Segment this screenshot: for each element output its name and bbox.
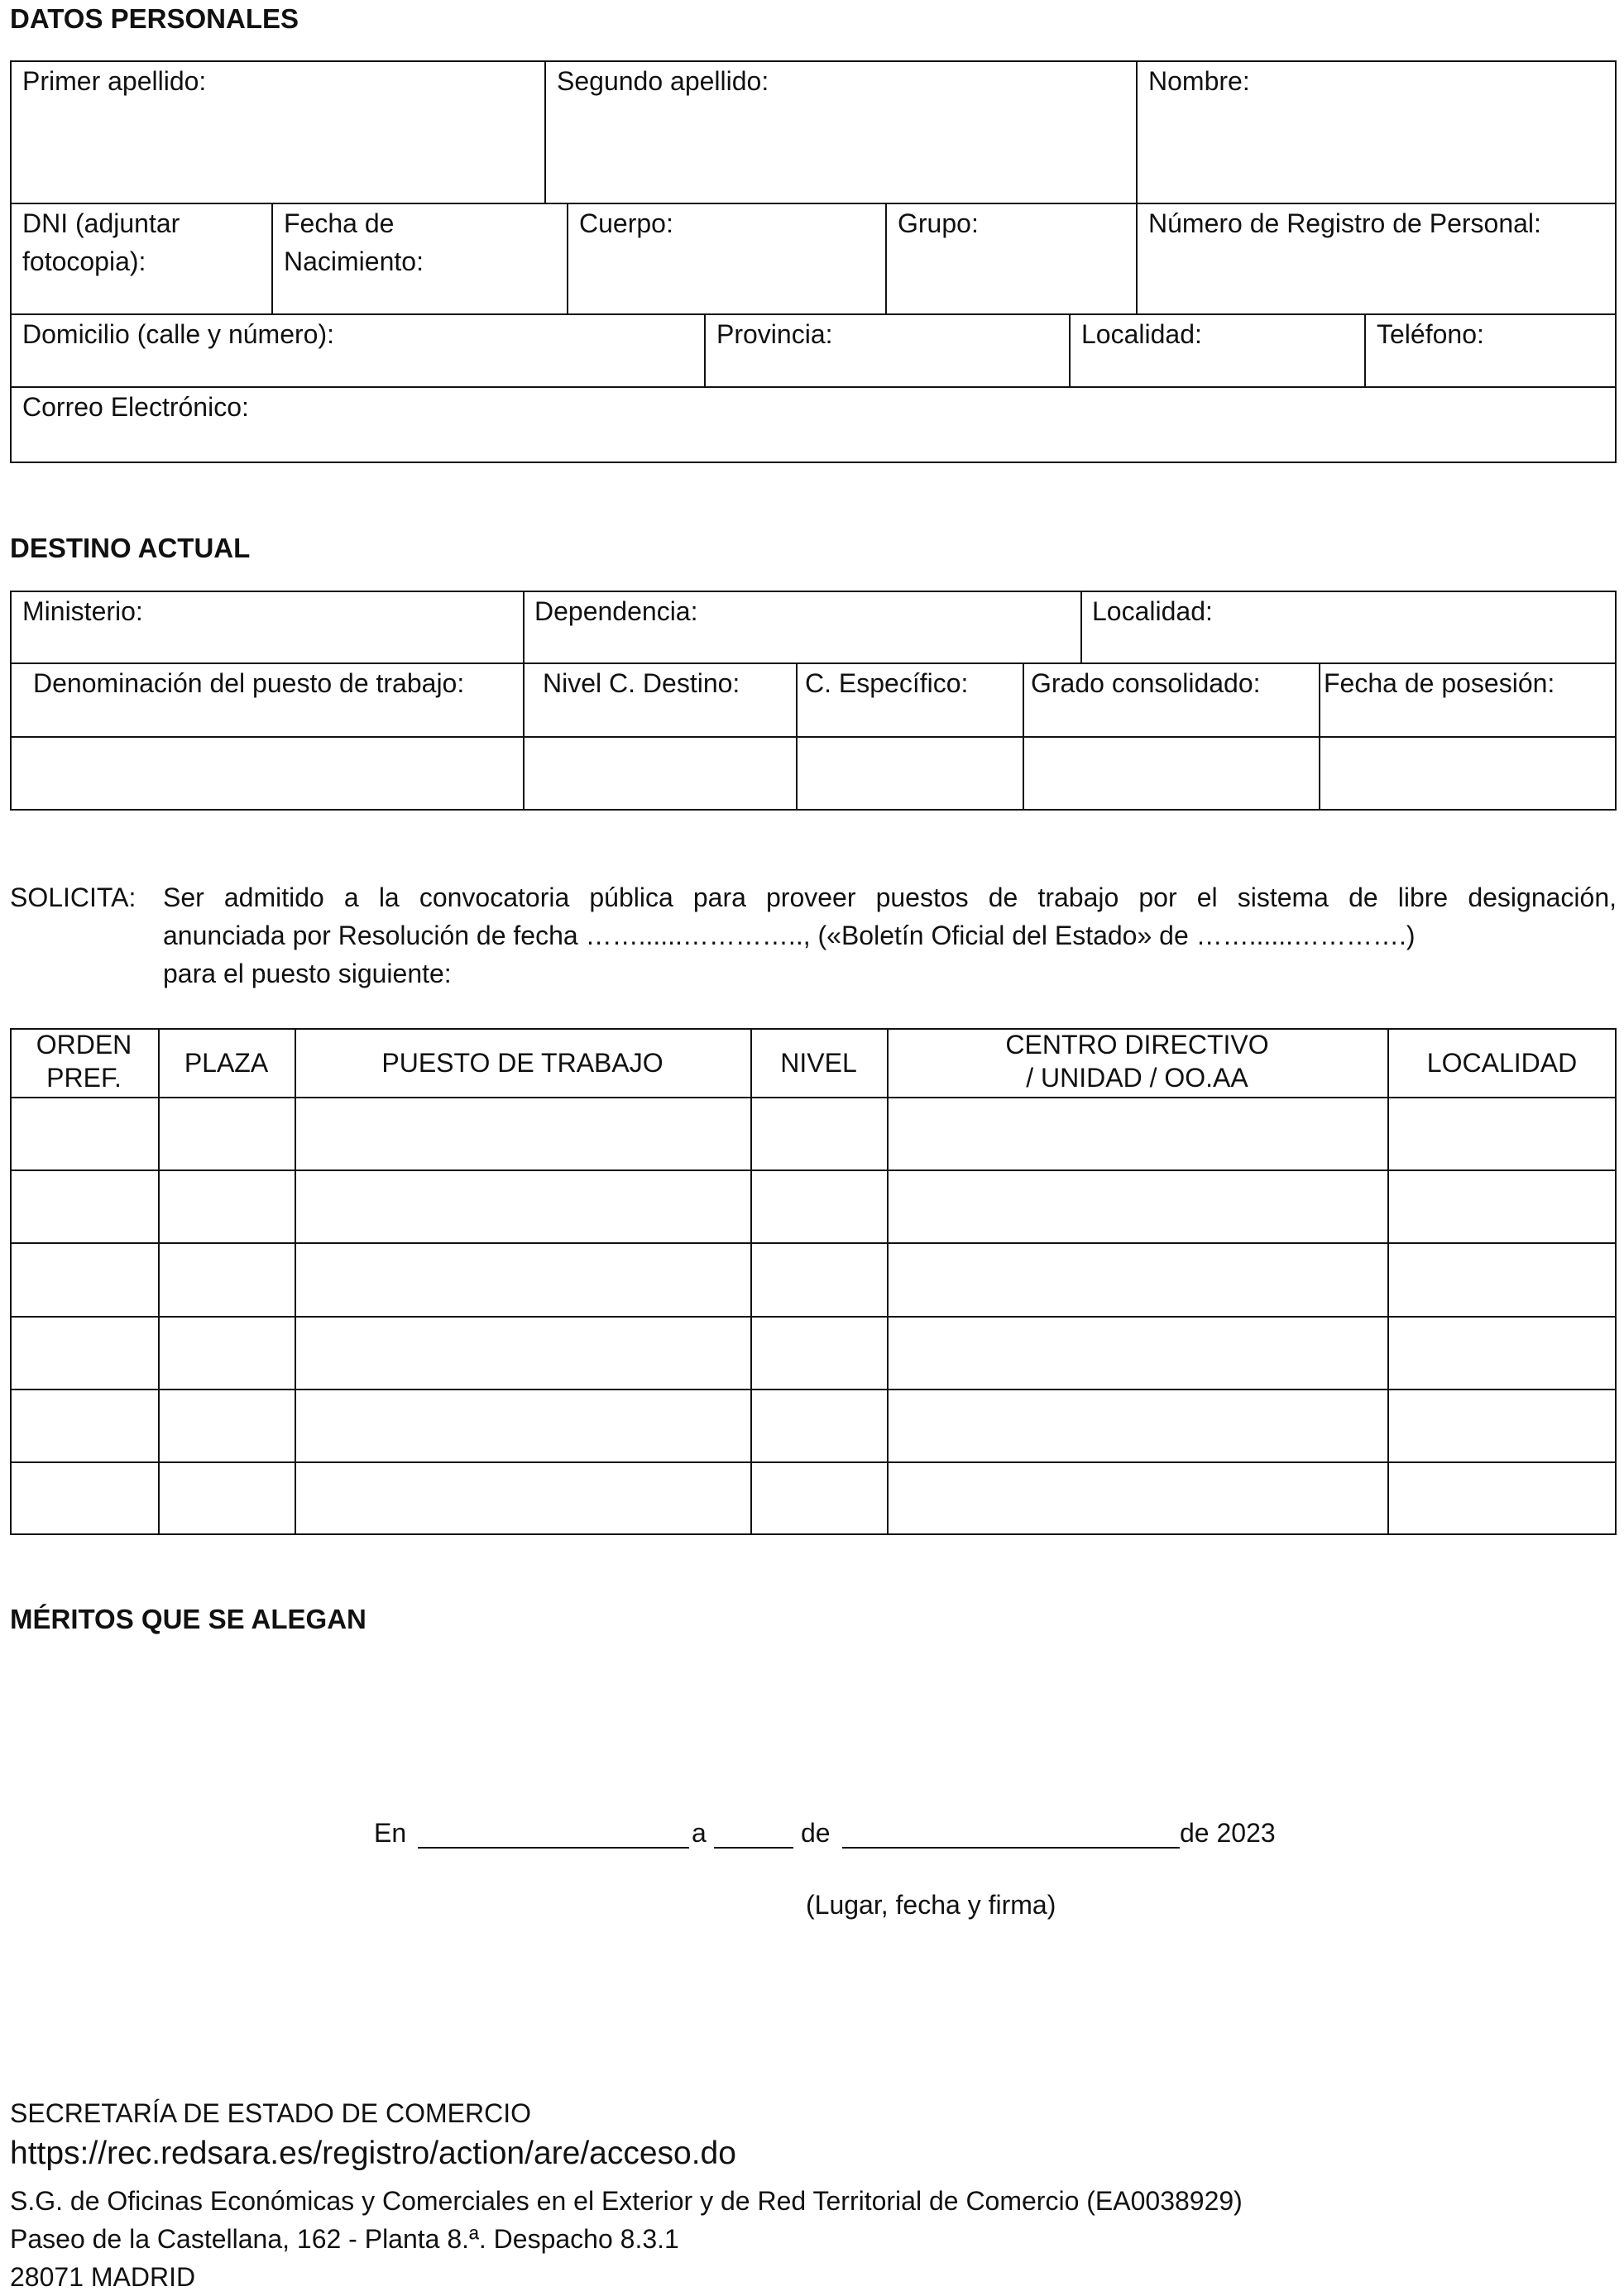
firma-year: de 2023 — [1180, 1818, 1276, 1848]
section-title-datos-personales: DATOS PERSONALES — [10, 3, 299, 34]
header-centro-line2: / UNIDAD / OO.AA — [1026, 1063, 1248, 1093]
grupo-label: Grupo: — [898, 208, 979, 238]
localidad-label: Localidad: — [1081, 319, 1202, 349]
header-nivel: NIVEL — [780, 1048, 857, 1078]
footer-direccion: Paseo de la Castellana, 162 - Planta 8.ª. Despacho 8.3.1 — [10, 2224, 679, 2254]
footer-secretaria: SECRETARÍA DE ESTADO DE COMERCIO — [10, 2098, 532, 2128]
ministerio-label: Ministerio: — [22, 596, 143, 626]
primer-apellido-field[interactable] — [22, 103, 534, 188]
domicilio-label: Domicilio (calle y número): — [22, 319, 334, 349]
correo-label: Correo Electrónico: — [22, 392, 249, 422]
header-orden-line2: PREF. — [46, 1063, 122, 1093]
section-title-destino-actual: DESTINO ACTUAL — [10, 533, 251, 563]
fecha-nacimiento-label-line1: Fecha de — [284, 208, 395, 238]
nivel-destino-label: Nivel C. Destino: — [543, 668, 740, 698]
fecha-nacimiento-label-line2: Nacimiento: — [284, 246, 424, 276]
telefono-label: Teléfono: — [1377, 319, 1484, 349]
especifico-label: C. Específico: — [805, 668, 969, 698]
header-plaza: PLAZA — [184, 1048, 269, 1078]
nombre-label: Nombre: — [1148, 66, 1250, 96]
firma-de: de — [801, 1818, 831, 1848]
footer-url-link[interactable]: https://rec.redsara.es/registro/action/are/acceso.do — [10, 2136, 736, 2171]
dependencia-label: Dependencia: — [534, 596, 698, 626]
footer-cp: 28071 MADRID — [10, 2262, 196, 2292]
primer-apellido-label: Primer apellido: — [22, 66, 207, 96]
firma-dia-line — [714, 1847, 793, 1849]
firma-mes-line — [842, 1847, 1180, 1849]
solicita-text-line3: para el puesto siguiente: — [163, 959, 452, 988]
nombre-field[interactable] — [1148, 103, 1607, 188]
header-orden-line1: ORDEN — [36, 1030, 132, 1060]
firma-a: a — [692, 1818, 707, 1848]
denominacion-label: Denominación del puesto de trabajo: — [33, 668, 465, 698]
localidad-destino-label: Localidad: — [1092, 596, 1213, 626]
nrp-label: Número de Registro de Personal: — [1148, 208, 1541, 238]
header-localidad: LOCALIDAD — [1426, 1048, 1578, 1078]
firma-lugar-line — [418, 1847, 689, 1849]
dni-label-line2: fotocopia): — [22, 246, 146, 276]
firma-en: En — [374, 1818, 407, 1848]
cuerpo-label: Cuerpo: — [579, 208, 673, 238]
grado-label: Grado consolidado: — [1031, 668, 1261, 698]
header-centro-line1: CENTRO DIRECTIVO — [1005, 1030, 1269, 1060]
posesion-label: Fecha de posesión: — [1324, 668, 1555, 698]
firma-caption: (Lugar, fecha y firma) — [806, 1890, 1056, 1920]
footer-subdireccion: S.G. de Oficinas Económicas y Comerciales en el Exterior y de Red Territorial de Comercio (EA0038929) — [10, 2186, 1243, 2216]
segundo-apellido-label: Segundo apellido: — [557, 66, 769, 96]
solicita-label: SOLICITA: — [10, 883, 137, 912]
segundo-apellido-field[interactable] — [557, 103, 1127, 188]
provincia-label: Provincia: — [716, 319, 833, 349]
solicita-text-line2: anunciada por Resolución de fecha ……......………….., («Boletín Oficial del Estado» de ……......………….) — [163, 921, 1416, 950]
dni-label-line1: DNI (adjuntar — [22, 208, 180, 238]
section-title-meritos: MÉRITOS QUE SE ALEGAN — [10, 1604, 366, 1634]
puestos-table — [10, 1028, 1617, 1535]
header-puesto: PUESTO DE TRABAJO — [381, 1048, 663, 1078]
solicita-text-line1: Ser admitido a la convocatoria pública para proveer puestos de trabajo por el sistema de libre designación, — [163, 883, 1617, 912]
